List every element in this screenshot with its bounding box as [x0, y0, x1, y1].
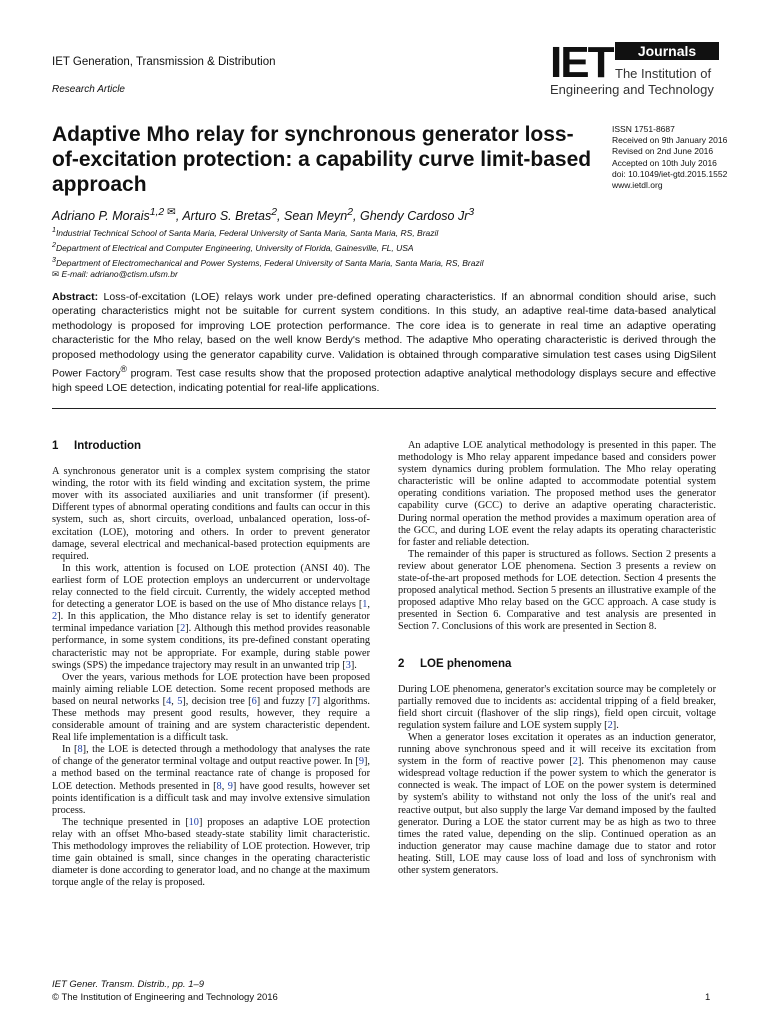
section-title: Introduction: [74, 440, 142, 452]
text-run: When a generator loses excitation it operates as an induction generator, running above synchronous speed and it will receive its excitation from system in the form of reactive power [: [398, 731, 716, 768]
text-run: The technique presented in [: [62, 816, 189, 828]
citation-link[interactable]: 9: [227, 780, 233, 792]
article-type: Research Article: [52, 84, 125, 95]
citation-link[interactable]: 2: [52, 611, 58, 623]
text-run: ,: [367, 599, 370, 611]
footer: [52, 979, 278, 1004]
article-meta: [612, 124, 762, 191]
logo-institution-line2: Engineering and Technology: [550, 82, 714, 97]
citation-link[interactable]: 2: [180, 623, 186, 635]
affiliation-sup: 3: [52, 255, 56, 264]
text-run: ] algorithms. These methods may present good results, however, they require a considerable amount of training and are system characteristic dependent. Real life implementation is a difficult task.: [52, 695, 370, 744]
author-name: Sean Meyn: [284, 209, 348, 224]
trademark-symbol: ®: [120, 364, 127, 375]
affiliation-item: [52, 254, 483, 269]
citation-link[interactable]: 8: [77, 744, 83, 756]
footer-journal-info: IET Gener. Transm. Distrib., pp. 1–9: [52, 979, 205, 990]
citation-link[interactable]: 8: [216, 780, 222, 792]
text-run: ] and fuzzy [: [256, 695, 312, 707]
affiliation-sup: 1: [52, 226, 56, 234]
paragraph: [52, 817, 370, 890]
paragraph: [398, 684, 716, 732]
text-run: ], a method based on the terminal reactance rate of change is proposed for LOE detection. Methods presented in [: [52, 756, 370, 792]
abstract-text: Loss-of-excitation (LOE) relays work under pre-defined operating characteristics. If an abnormal condition should arise, such operating characteristics might not be suitable for current system conditions. In this study, an adaptive real-time data-based analytical methodology is proposed for improving LOE protection performance. The core idea is to generate in real time an adaptive operating characteristic for the Mho relay, based on the well know Berdy's method. The adaptive Mho operating characteristic is derived through the proposed methodology using the generator capability curve. Validation is obtained through comparative simulation test cases using DigSilent Power Factory: [52, 291, 716, 380]
text-run: ] have good results, however set points identification is a difficult task and may involve extensive simulation process.: [52, 780, 370, 816]
corresponding-email[interactable]: ✉ E-mail: adriano@ctism.ufsm.br: [52, 269, 178, 280]
page-number: 1: [705, 992, 711, 1003]
logo-journals-badge: Journals: [615, 42, 719, 60]
section-number: 2: [398, 657, 405, 670]
author-separator: ,: [175, 209, 183, 224]
text-run: ].: [612, 719, 619, 731]
affiliation-text: Department of Electromechanical and Power Systems, Federal University of Santa Maria, Santa Maria, RS, Brazil: [55, 257, 484, 268]
text-run: ] proposes an adaptive LOE protection relay with an offset Mho-based steady-state stability limit characteristic. This methodology improves the reliability of LOE protection. However, trip time gain obtained is small, since changes in the operating characteristic diameter is done according to generator load, and no change at the maximum torque angle of the relay is proposed.: [52, 816, 370, 889]
text-run: ]. This phenomenon may cause widespread voltage reduction if the power system to which the generator is connected is weak. The impact of LOE on the power system is determined by system's ability to withstand not only the loss of the unit's real and reactive output, but also supply the large Var demand imposed by the faulted generator. During a LOE the stator current may be as high as two to three times the rated value, depending on the slip. Continued operation as an induction generator may cause machine damage due to stator and rotor heating. Still, LOE may cause loss of load and loss of synchronism with other system generators.: [398, 756, 716, 876]
citation-link[interactable]: 2: [607, 719, 613, 731]
abstract: [52, 290, 716, 395]
paper-title: Adaptive Mho relay for synchronous generator loss-of-excitation protection: a capability curve limit-based approach: [52, 123, 592, 196]
column-left: [52, 436, 370, 889]
author-name: Adriano P. Morais: [52, 209, 150, 224]
citation-link[interactable]: 3: [345, 659, 351, 671]
abstract-text-end: program. Test case results show that the proposed protection adaptive analytical methodology displays secure and effective high speed LOE detection, indicating potential for real-life applications.: [52, 367, 717, 394]
journal-name: IET Generation, Transmission & Distribution: [52, 56, 276, 68]
paragraph: [52, 744, 370, 817]
affiliation-item: [52, 224, 483, 239]
citation-link[interactable]: 2: [572, 756, 578, 768]
author-name: Ghendy Cardoso Jr: [359, 209, 469, 224]
text-run: ,: [171, 695, 178, 707]
doi-link[interactable]: doi: 10.1049/iet-gtd.2015.1552: [612, 168, 728, 179]
affiliation-text: Department of Electrical and Computer Engineering, University of Florida, Gainesville, FL, USA: [55, 242, 414, 253]
text-run: ]. Although this method provides reasonable performance, in some system conditions, its pre-defined constant operating characteristic may not be appropriate. For example, during stable power swings (SPS) the impedance trajectory may result in an unwanted trip [: [52, 623, 371, 671]
citation-link[interactable]: 9: [358, 756, 364, 768]
affiliation-sup: 2: [52, 240, 56, 249]
author-affil-sup: 2: [271, 207, 278, 218]
abstract-label: Abstract:: [52, 291, 99, 303]
accepted-date: Accepted on 10th July 2016: [612, 157, 717, 168]
text-run: In [: [62, 744, 78, 756]
citation-link[interactable]: 1: [362, 599, 368, 611]
revised-date: Revised on 2nd June 2016: [612, 146, 714, 157]
section-title: LOE phenomena: [420, 657, 512, 670]
text-run: ], decision tree [: [182, 695, 252, 707]
author-separator: ,: [353, 209, 360, 224]
author-affil-sup: 2: [347, 207, 354, 218]
text-run: In this work, attention is focused on LOE protection (ANSI 40). The earliest form of LOE protection employs an undercurrent or undervoltage relay connected to the field circuit. Currently, the widely accepted method for detecting a generator LOE is based on the use of Mho distance relays [: [52, 562, 370, 611]
website-link[interactable]: www.ietdl.org: [612, 180, 663, 191]
paragraph: An adaptive LOE analytical methodology is presented in this paper. The methodology is Mho relay apparent impedance based and considers power system dynamics during problem formulation. The Mho relay operating characteristic will be online adapted to accommodate potential system operating conditions variation. The proposed method uses the generator capability curve (GCC) to derive an adaptive operating characteristic. During normal operation the method provides a maximum operation area of the GCC, and during LOE event the relay adapts its operating characteristic for faster and reliable detection.: [398, 440, 716, 548]
affiliations: [52, 224, 483, 280]
author-name: Arturo S. Bretas: [182, 209, 272, 224]
abstract-divider: [52, 408, 716, 409]
author-separator: ,: [277, 209, 284, 224]
affiliation-text: Industrial Technical School of Santa Maria, Federal University of Santa Maria, Santa Maria, RS, Brazil: [55, 227, 439, 238]
citation-link[interactable]: 7: [311, 695, 317, 707]
logo-mark: IET: [550, 38, 613, 87]
issn: ISSN 1751-8687: [612, 124, 675, 134]
column-right: [398, 440, 716, 877]
citation-link[interactable]: 6: [251, 695, 257, 707]
section-heading-loe-phenomena: [398, 658, 716, 670]
section-heading-introduction: [52, 440, 370, 452]
affiliation-item: [52, 239, 483, 254]
text-run: Over the years, various methods for LOE protection have been proposed mainly aiming reliable LOE detection. Some recent proposed methods are based on neural networks [: [52, 671, 370, 707]
received-date: Received on 9th January 2016: [612, 135, 728, 146]
paragraph: [52, 672, 370, 745]
paragraph: The remainder of this paper is structured as follows. Section 2 presents a review about generator LOE phenomena. Section 3 presents a review on state-of-the-art proposed methods for LOE detection. Section 4 presents the proposed analytical method. Section 5 presents an illustrative example of the proposed adaptive Mho relay based on the GCC approach. A case study is presented in Section 6. Comparative and test analysis are presented in Section 7. Conclusions of this work are presented in Section 8.: [398, 548, 716, 633]
text-run: ], the LOE is detected through a methodology that analyses the rate of change of the generator terminal voltage and output reactive power. In [: [52, 744, 370, 768]
section-number: 1: [52, 440, 59, 452]
text-run: ,: [221, 780, 228, 792]
citation-link[interactable]: 10: [188, 816, 199, 828]
paragraph: [52, 563, 370, 672]
text-run: ]. In this application, the Mho distance relay is set to identify generator terminal impedance variation [: [52, 611, 370, 635]
citation-link[interactable]: 5: [177, 695, 183, 707]
footer-copyright: © The Institution of Engineering and Technology 2016: [52, 991, 278, 1003]
author-affil-sup: 3: [468, 207, 475, 218]
paragraph: A synchronous generator unit is a complex system comprising the stator winding, the rotor with its field winding and excitation system, the prime mover with its associated auxiliaries and unit transformer (if present). Different types of abnormal operating conditions and faults can occur in this system, such as, short circuits, overload, unbalanced operation, loss-of-excitation (LOE), motoring and others. In order to prevent generator damage, several electrical and mechanical-based protection equipments are required.: [52, 466, 370, 562]
publisher-logo: [550, 40, 720, 100]
paragraph: [398, 732, 716, 877]
citation-link[interactable]: 4: [166, 695, 172, 707]
author-affil-sup: 1,2 ✉: [149, 207, 176, 218]
text-run: ].: [350, 659, 357, 671]
author-list: [52, 206, 474, 223]
logo-institution-line1: The Institution of: [615, 66, 712, 81]
text-run: During LOE phenomena, generator's excitation source may be completely or partially removed due to incidents as: accidental tripping of a field breaker, field short circuit (flashover of the slip rings), field open circuit, voltage regulation system failure and LOE system supply [: [398, 683, 716, 731]
